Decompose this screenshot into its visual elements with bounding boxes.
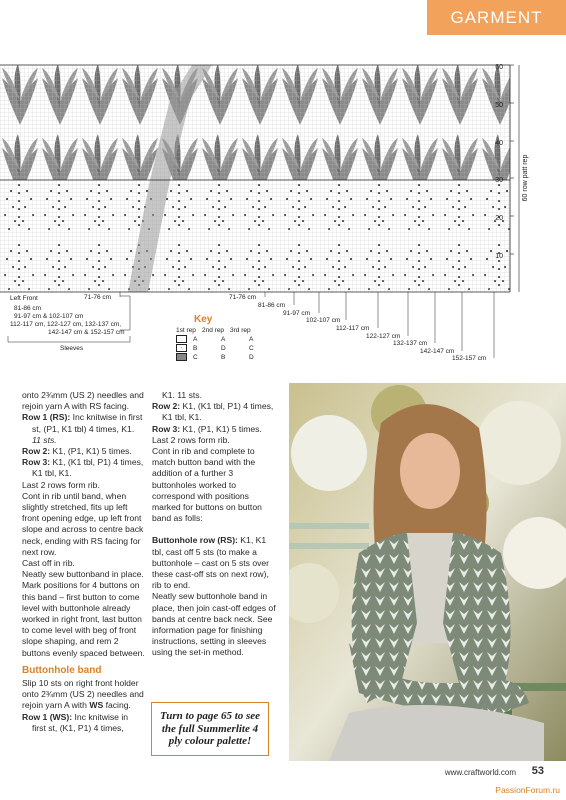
pattern-text: K1 tbl, K1. — [162, 412, 202, 423]
text-column-2 — [152, 390, 277, 659]
key-header: 1st rep — [176, 327, 196, 334]
chart-label: 142-147 cm & 152-157 cm — [48, 329, 125, 336]
key-swatch-dot: · — [176, 344, 187, 352]
size-marker: 142-147 cm — [420, 348, 455, 355]
row-number: 50 — [495, 102, 503, 109]
pattern-text: Cont in rib until band, when slightly stretched, fits up left front opening edge, up left front slope and across to centre back neck, ending with RS facing for next row. — [22, 490, 144, 557]
pattern-text: Cont in rib and complete to match button band with the addition of a further 3 buttonholes worked to correspond with positions marked for buttons on button band as folls: — [152, 446, 262, 524]
row-number: 60 — [495, 64, 503, 71]
row-number: 30 — [495, 177, 503, 184]
chart-label: 112-117 cm, 122-127 cm, 132-137 cm, — [10, 321, 122, 328]
row-label: Row 3: — [22, 457, 51, 468]
size-marker: 81-86 cm — [258, 302, 286, 309]
pattern-text: st, (P1, K1 tbl) 4 times, K1. — [32, 423, 135, 434]
row-label: Row 2: — [22, 446, 51, 457]
key-value: A — [221, 335, 226, 343]
pattern-text: first st, (K1, P1) 4 times, — [32, 722, 124, 733]
key-value: C — [193, 353, 198, 361]
pattern-text: K1, K1 tbl, cast off 5 sts (to make a buttonhole – cast on 5 sts over these cast-off sts on next row), rib to end. — [152, 535, 270, 591]
text-column-1 — [22, 390, 146, 734]
key-value: A — [193, 335, 198, 343]
rep-label: 60 row patt rep — [522, 154, 529, 202]
row-label: Row 2: — [152, 401, 181, 412]
key-swatch-filled — [176, 353, 187, 361]
pattern-text: Last 2 rows form rib. — [152, 434, 230, 445]
pattern-text: Neatly sew buttonband in place. — [22, 569, 144, 580]
watermark: PassionForum.ru — [495, 785, 560, 795]
promo-text: Turn to page 65 to see the full Summerlite 4 ply colour palette! — [159, 710, 261, 748]
footer-url[interactable]: www.craftworld.com — [444, 768, 516, 777]
page-number: 53 — [531, 765, 544, 777]
pattern-text: Inc knitwise in — [72, 711, 129, 722]
size-marker: 71-76 cm — [229, 294, 257, 301]
row-label: Buttonhole row (RS): — [152, 535, 238, 546]
pattern-text: Cast off in rib. — [22, 558, 75, 569]
row-label: Row 1 (RS): — [22, 412, 71, 423]
section-heading: Buttonhole band — [22, 664, 102, 676]
size-marker: 152-157 cm — [452, 355, 487, 362]
size-marker: 122-127 cm — [366, 333, 401, 340]
size-marker: 102-107 cm — [306, 317, 341, 324]
key-title: Key — [194, 314, 213, 325]
stitch-count: 11 sts. — [32, 434, 57, 445]
chart-label: 81-86 cm — [14, 305, 42, 312]
pattern-text: Mark positions for 4 buttons on this band – first button to come level with buttonhole already worked in right front, last button to come level with beg of front slope shaping, and rem 2 buttons evenly spaced between. — [22, 580, 145, 658]
key-swatch-blank — [176, 335, 187, 343]
row-number: 40 — [495, 140, 503, 147]
key-value: C — [249, 344, 254, 352]
pattern-text: K1, (K1 tbl, P1) 4 times, — [180, 401, 274, 412]
chart-key — [176, 314, 286, 366]
pattern-text: facing. — [103, 700, 131, 711]
pattern-text: K1 tbl, K1. — [32, 468, 72, 479]
row-number: 20 — [495, 215, 503, 222]
section-title: GARMENT — [450, 7, 543, 27]
key-value: B — [221, 353, 226, 361]
pattern-text: WS — [89, 700, 104, 711]
pattern-text: K1, (P1, K1) 5 times. — [180, 423, 262, 434]
size-marker: 132-137 cm — [393, 340, 428, 347]
row-number: 10 — [495, 253, 503, 260]
palette-promo-box — [151, 702, 269, 756]
pattern-text: K1, (K1 tbl, P1) 4 times, — [50, 457, 144, 468]
section-tab — [427, 0, 566, 35]
pattern-text: K1. 11 sts. — [162, 390, 202, 400]
pattern-text: Slip 10 sts on right front holder onto 2¾mm (US 2) needles and rejoin yarn A with — [22, 678, 144, 711]
row-label: Row 3: — [152, 423, 181, 434]
pattern-text: K1, (P1, K1) 5 times. — [50, 446, 132, 457]
model-photo — [289, 383, 566, 761]
key-value: D — [249, 353, 254, 361]
pattern-text: Inc knitwise in first — [70, 412, 143, 423]
key-value: B — [193, 344, 198, 352]
chart-label: Sleeves — [60, 345, 84, 352]
key-value: A — [249, 335, 254, 343]
size-marker: 71-76 cm — [84, 294, 112, 301]
pattern-text: Last 2 rows form rib. — [22, 479, 100, 490]
cardigan-model-image — [289, 383, 566, 761]
key-value: D — [221, 344, 226, 352]
key-header: 3rd rep — [230, 327, 251, 334]
size-marker: 91-97 cm — [283, 310, 311, 317]
key-header: 2nd rep — [202, 327, 225, 334]
row-label: Row 1 (WS): — [22, 711, 73, 722]
chart-label: 91-97 cm & 102-107 cm — [14, 313, 84, 320]
pattern-text: onto 2¾mm (US 2) needles and — [22, 390, 144, 400]
pattern-text: Neatly sew buttonhole band in place, then join cast-off edges of bands at centre back neck. See information page for finishing instructions, setting in sleeves using the set-in method. — [152, 591, 276, 658]
pattern-text: rejoin yarn A with RS facing. — [22, 401, 129, 412]
size-marker: 112-117 cm — [336, 325, 370, 332]
chart-label: Left Front — [10, 295, 38, 302]
